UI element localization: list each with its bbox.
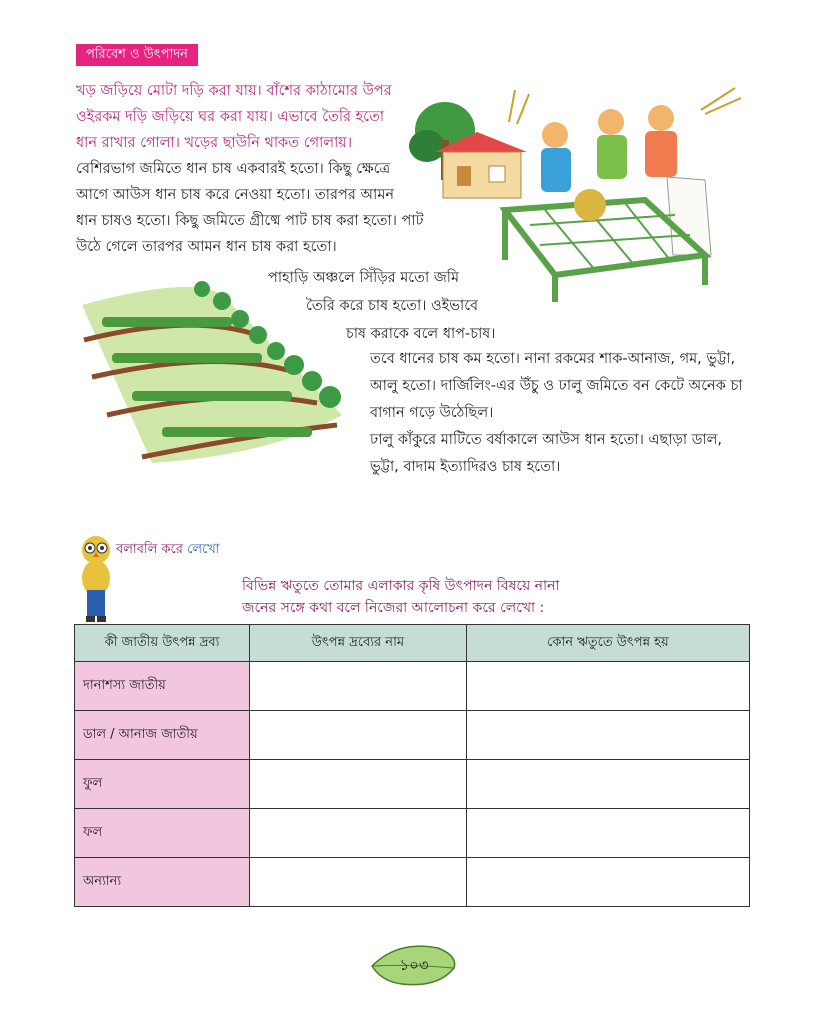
crop-paragraph bbox=[76, 156, 424, 260]
hill-line: আলু হতো। দার্জিলিং-এর উঁচু ও ঢালু জমিতে বন কেটে অনেক চা bbox=[370, 378, 743, 394]
chapter-label: পরিবেশ ও উৎপাদন bbox=[76, 44, 198, 66]
intro-line: খড় জড়িয়ে মোটা দড়ি করা যায়। বাঁশের কাঠামোর উপর bbox=[76, 83, 392, 99]
intro-paragraph bbox=[76, 78, 392, 156]
table-row bbox=[75, 858, 750, 907]
header-category: কী জাতীয় উৎপন্ন দ্রব্য bbox=[75, 625, 250, 662]
activity-instructions bbox=[242, 575, 559, 619]
terrace-line: তৈরি করে চাষ হতো। ওইভাবে bbox=[306, 298, 479, 314]
table-row bbox=[75, 809, 750, 858]
row-category: দানাশস্য জাতীয় bbox=[75, 662, 250, 711]
hill-line: তবে ধানের চাষ কম হতো। নানা রকমের শাক-আনাজ, গম, ভুট্টা, bbox=[370, 351, 736, 367]
season-cell[interactable] bbox=[466, 711, 749, 760]
table-row bbox=[75, 760, 750, 809]
row-category: অন্যান্য bbox=[75, 858, 250, 907]
hill-line: ভুট্টা, বাদাম ইত্যাদিরও চাষ হতো। bbox=[370, 459, 561, 475]
product-name-cell[interactable] bbox=[250, 662, 467, 711]
terrace-paragraph bbox=[268, 264, 495, 348]
activity-title bbox=[116, 540, 220, 561]
hill-line: বাগান গড়ে উঠেছিল। bbox=[370, 405, 494, 421]
activity-title-part2: লেখো bbox=[187, 542, 220, 557]
header-product-name: উৎপন্ন দ্রব্যের নাম bbox=[250, 625, 467, 662]
terrace-line: চাষ করাকে বলে ধাপ-চাষ। bbox=[346, 326, 496, 342]
crop-line: ধান চাষও হতো। কিছু জমিতে গ্রীষ্মে পাট চাষ করা হতো। পাট bbox=[76, 213, 424, 229]
activity-title-part1: বলাবলি করে bbox=[116, 542, 183, 557]
terrace-line: পাহাড়ি অঞ্চলে সিঁড়ির মতো জমি bbox=[268, 270, 460, 286]
season-cell[interactable] bbox=[466, 809, 749, 858]
season-cell[interactable] bbox=[466, 858, 749, 907]
crop-line: উঠে গেলে তারপর আমন ধান চাষ করা হতো। bbox=[76, 239, 337, 255]
table-row bbox=[75, 711, 750, 760]
season-cell[interactable] bbox=[466, 760, 749, 809]
row-category: ডাল / আনাজ জাতীয় bbox=[75, 711, 250, 760]
product-name-cell[interactable] bbox=[250, 809, 467, 858]
product-name-cell[interactable] bbox=[250, 760, 467, 809]
row-category: ফল bbox=[75, 809, 250, 858]
crop-production-table bbox=[74, 624, 750, 907]
product-name-cell[interactable] bbox=[250, 858, 467, 907]
header-season: কোন ঋতুতে উৎপন্ন হয় bbox=[466, 625, 749, 662]
hill-line: ঢালু কাঁকুরে মাটিতে বর্ষাকালে আউস ধান হতো। এছাড়া ডাল, bbox=[370, 432, 722, 448]
intro-line: ধান রাখার গোলা। খড়ের ছাউনি থাকত গোলায়। bbox=[76, 135, 353, 151]
owl-mascot-icon bbox=[74, 532, 118, 624]
intro-line: ওইরকম দড়ি জড়িয়ে ঘর করা যায়। এভাবে তৈরি হতো bbox=[76, 109, 385, 125]
instruction-line: বিভিন্ন ঋতুতে তোমার এলাকার কৃষি উৎপাদন বিষয়ে নানা bbox=[242, 578, 560, 594]
hill-paragraph bbox=[370, 346, 742, 481]
page-number: ১০৩ bbox=[399, 956, 429, 974]
row-category: ফুল bbox=[75, 760, 250, 809]
crop-line: বেশিরভাগ জমিতে ধান চাষ একবারই হতো। কিছু ক্ষেত্রে bbox=[76, 161, 391, 177]
instruction-line: জনের সঙ্গে কথা বলে নিজেরা আলোচনা করে লেখো : bbox=[242, 600, 545, 616]
table-row bbox=[75, 662, 750, 711]
crop-line: আগে আউস ধান চাষ করে নেওয়া হতো। তারপর আমন bbox=[76, 187, 395, 203]
product-name-cell[interactable] bbox=[250, 711, 467, 760]
page-number-badge bbox=[368, 938, 460, 992]
table-header-row bbox=[75, 625, 750, 662]
season-cell[interactable] bbox=[466, 662, 749, 711]
